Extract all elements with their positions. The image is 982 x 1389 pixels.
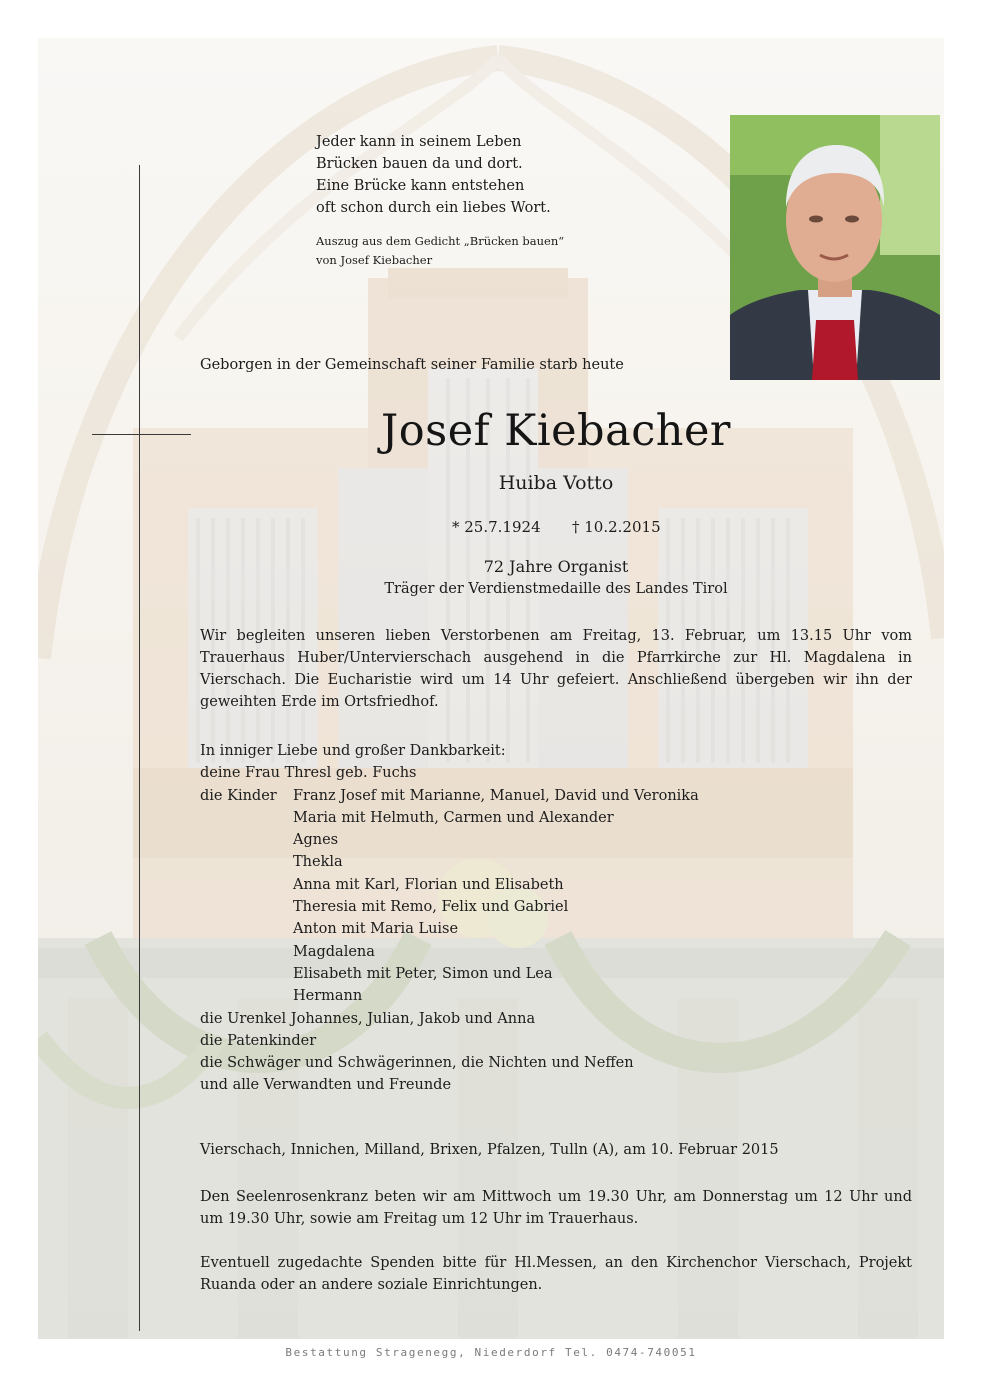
child-entry: Hermann xyxy=(293,988,363,1005)
honor-organist: 72 Jahre Organist xyxy=(483,557,629,576)
cross-symbol-horizontal xyxy=(92,434,191,435)
quote-source-line: Auszug aus dem Gedicht „Brücken bauen“ xyxy=(316,234,565,248)
children-label: die Kinder xyxy=(200,787,277,804)
child-entry: Elisabeth mit Peter, Simon und Lea xyxy=(293,965,553,982)
intro-text: Geborgen in der Gemeinschaft seiner Familie starb heute xyxy=(200,357,624,373)
child-entry: Franz Josef mit Marianne, Manuel, David und Veronika xyxy=(293,787,699,804)
location-date: Vierschach, Innichen, Milland, Brixen, Pfalzen, Tulln (A), am 10. Februar 2015 xyxy=(200,1142,779,1158)
child-entry: Magdalena xyxy=(293,943,375,960)
quote-line: oft schon durch ein liebes Wort. xyxy=(316,200,551,216)
child-entry: Theresia mit Remo, Felix und Gabriel xyxy=(293,899,569,916)
mourner-group: die Schwäger und Schwägerinnen, die Nichten und Neffen xyxy=(200,1055,634,1072)
donations-note: Eventuell zugedachte Spenden bitte für Hl.Messen, an den Kirchenchor Vierschach, Projekt Ruanda oder an andere soziale Einrichtungen. xyxy=(200,1255,912,1293)
child-entry: Thekla xyxy=(293,854,343,871)
mourner-group: die Urenkel Johannes, Julian, Jakob und Anna xyxy=(200,1010,536,1027)
honor-medal: Träger der Verdienstmedaille des Landes Tirol xyxy=(384,581,728,597)
mourners-heading: In inniger Liebe und großer Dankbarkeit: xyxy=(200,743,506,759)
death-date: † 10.2.2015 xyxy=(572,518,661,536)
child-entry: Anna mit Karl, Florian und Elisabeth xyxy=(293,876,564,893)
quote-line: Brücken bauen da und dort. xyxy=(316,156,523,172)
mourners-list xyxy=(200,740,912,1097)
funeral-announcement: Wir begleiten unseren lieben Verstorbenen am Freitag, 13. Februar, um 13.15 Uhr vom Trauerhaus Huber/Untervierschach ausgehend in die Pfarrkirche zur Hl. Magdalena in Vierschach. Die Eucharistie wird um 14 Uhr gefeiert. Anschließend übergeben wir ihn der geweihten Erde im Ortsfriedhof. xyxy=(200,628,912,710)
portrait-photo xyxy=(730,115,940,380)
deceased-nickname: Huiba Votto xyxy=(498,472,614,494)
rosary-announcement: Den Seelenrosenkranz beten wir am Mittwoch um 19.30 Uhr, am Donnerstag um 12 Uhr und um 19.30 Uhr, sowie am Freitag um 12 Uhr im Trauerhaus. xyxy=(200,1189,912,1227)
poem-quote xyxy=(316,131,656,219)
child-entry: Anton mit Maria Luise xyxy=(293,921,459,938)
mourner-group: und alle Verwandten und Freunde xyxy=(200,1077,452,1094)
birth-date: * 25.7.1924 xyxy=(452,518,541,536)
child-entry: Agnes xyxy=(293,832,339,849)
child-entry: Maria mit Helmuth, Carmen und Alexander xyxy=(293,809,614,826)
mourner-wife: deine Frau Thresl geb. Fuchs xyxy=(200,765,417,782)
quote-line: Eine Brücke kann entstehen xyxy=(316,178,525,194)
quote-attribution xyxy=(316,232,656,270)
funeral-home-footer: Bestattung Stragenegg, Niederdorf Tel. 0474-740051 xyxy=(285,1346,697,1359)
mourner-group: die Patenkinder xyxy=(200,1032,317,1049)
quote-source-line: von Josef Kiebacher xyxy=(316,253,433,267)
quote-line: Jeder kann in seinem Leben xyxy=(316,134,522,150)
cross-symbol-vertical xyxy=(139,165,140,1331)
deceased-name: Josef Kiebacher xyxy=(381,406,731,456)
